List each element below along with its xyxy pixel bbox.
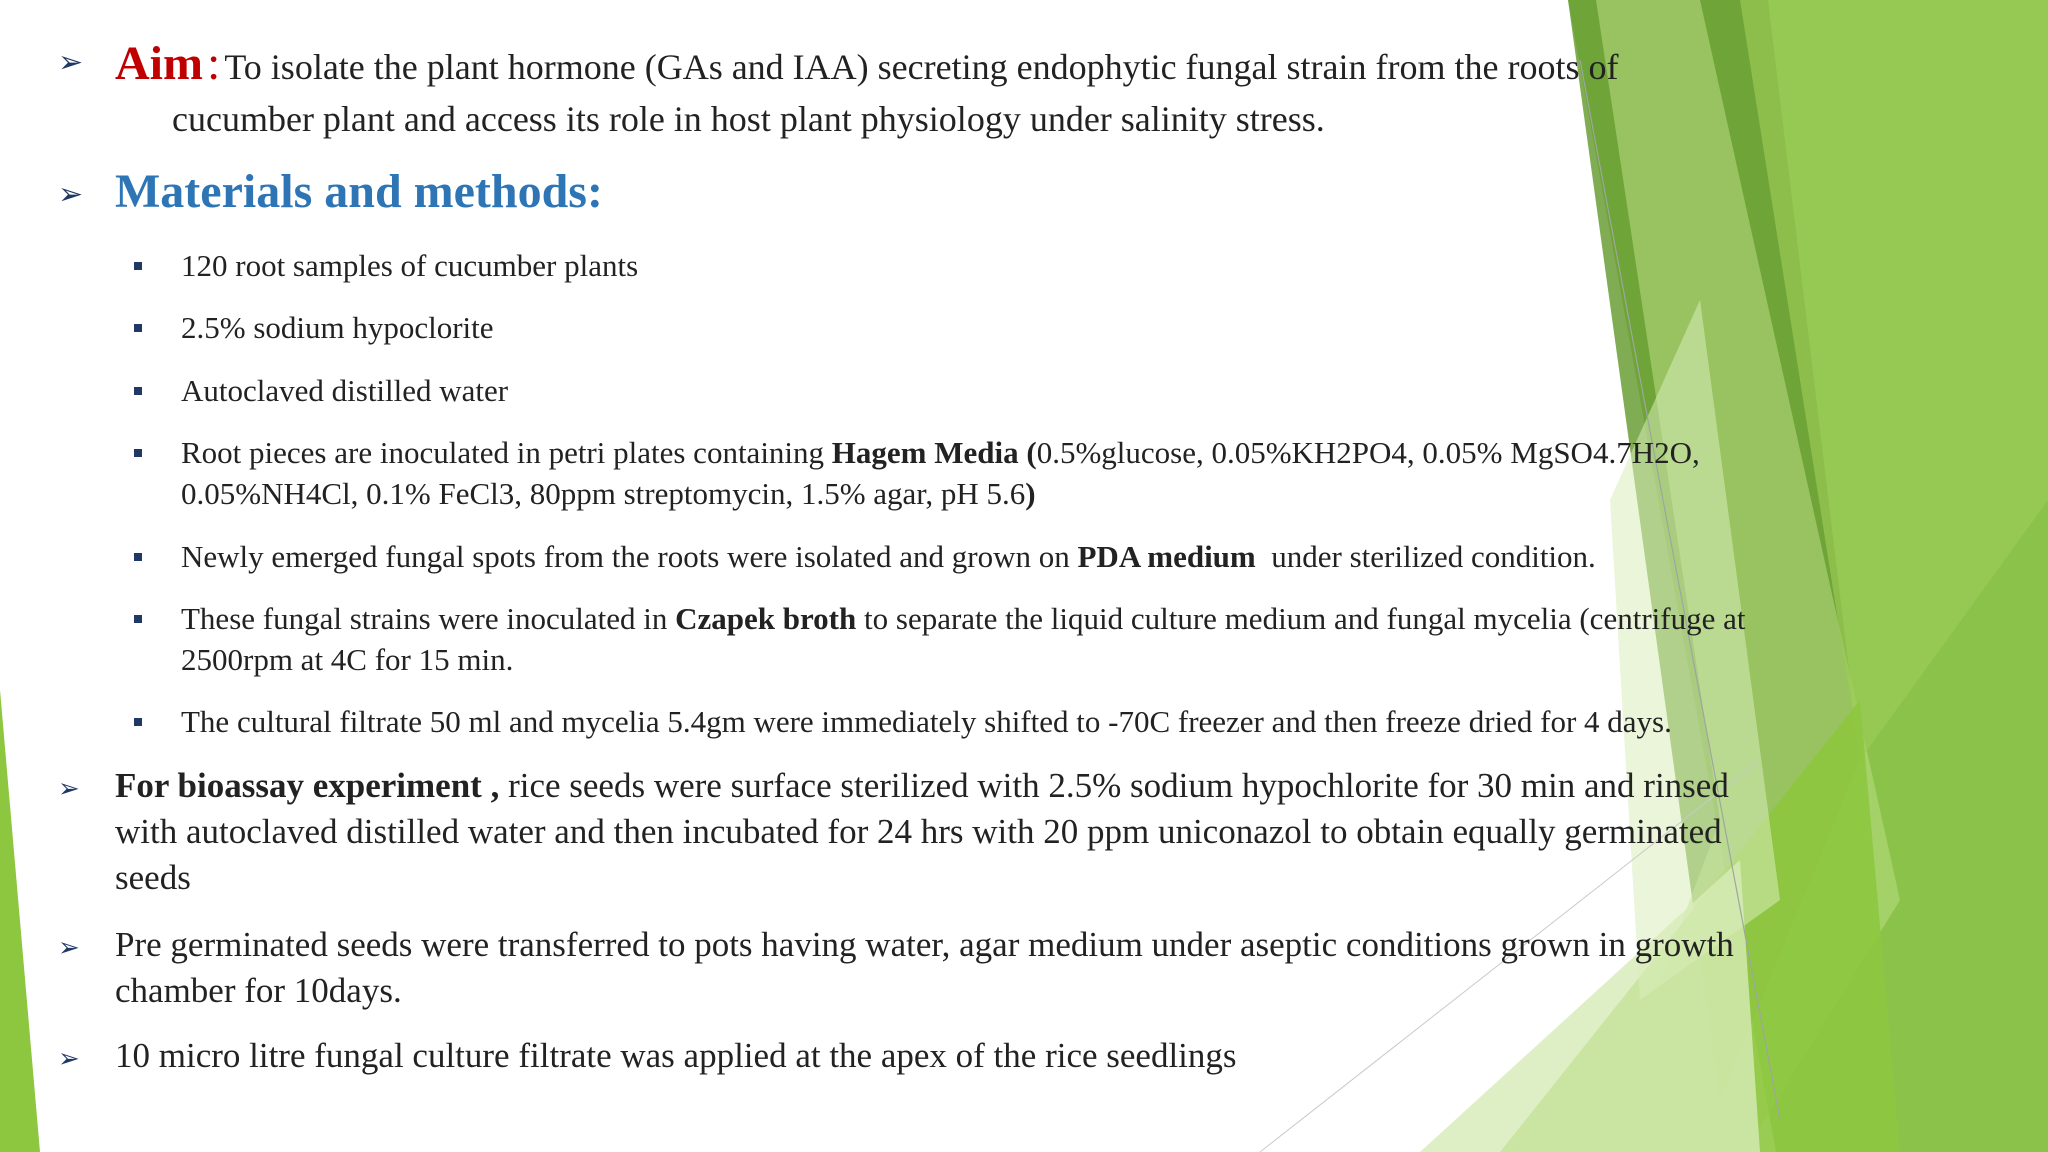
square-bullet-icon (134, 387, 142, 395)
item6-pre: These fungal strains were inoculated in (181, 601, 676, 636)
pregerm-paragraph (115, 922, 1734, 1014)
materials-item-2: 2.5% sodium hypoclorite (181, 310, 494, 345)
pregerm-line1: Pre germinated seeds were transferred to pots having water, agar medium under aseptic conditions grown in growth (115, 925, 1734, 964)
square-bullet-icon (134, 262, 142, 270)
item4-pre: Root pieces are inoculated in petri plates containing (181, 435, 832, 470)
aim-text-line2: cucumber plant and access its role in host plant physiology under salinity stress. (172, 99, 1325, 139)
item4-line2: 0.05%NH4Cl, 0.1% FeCl3, 80ppm streptomycin, 1.5% agar, pH 5.6 (181, 476, 1026, 511)
aim-line-1 (115, 36, 1618, 91)
aim-text-line1: To isolate the plant hormone (GAs and IAA) secreting endophytic fungal strain from the roots of (224, 47, 1619, 87)
aim-colon: : (206, 37, 221, 90)
item6-bold: Czapek broth (675, 601, 857, 636)
materials-item-4 (181, 432, 1700, 514)
materials-heading: Materials and methods: (115, 165, 603, 218)
arrowhead-bullet-icon: ➢ (58, 177, 84, 212)
square-bullet-icon (134, 718, 142, 726)
materials-item-7: The cultural filtrate 50 ml and mycelia 5.4gm were immediately shifted to -70C freezer and then freeze dried for 4 days. (181, 704, 1672, 739)
pregerm-line2: chamber for 10days. (115, 971, 402, 1010)
square-bullet-icon (134, 615, 142, 623)
item6-line2: 2500rpm at 4C for 15 min. (181, 642, 514, 677)
item5-bold: PDA medium (1077, 539, 1256, 574)
item6-post: to separate the liquid culture medium and fungal mycelia (centrifuge at (856, 601, 1746, 636)
item4-bold: Hagem Media ( (831, 435, 1037, 470)
bioassay-paragraph (115, 763, 1729, 901)
materials-item-3: Autoclaved distilled water (181, 373, 509, 408)
square-bullet-icon (134, 449, 142, 457)
aim-label: Aim (115, 37, 203, 90)
square-bullet-icon (134, 553, 142, 561)
materials-item-6 (181, 598, 1745, 680)
materials-item-5 (181, 536, 1596, 577)
bioassay-line1: rice seeds were surface sterilized with 2.5% sodium hypochlorite for 30 min and rinsed (499, 766, 1729, 805)
arrowhead-bullet-icon: ➢ (58, 1044, 80, 1074)
bioassay-bold: For bioassay experiment , (115, 766, 500, 805)
bioassay-line3: seeds (115, 858, 191, 897)
square-bullet-icon (134, 324, 142, 332)
item5-post: under sterilized condition. (1255, 539, 1596, 574)
filtrate-line: 10 micro litre fungal culture filtrate was applied at the apex of the rice seedlings (115, 1036, 1237, 1075)
item4-bold-end: ) (1025, 476, 1036, 511)
item4-post: 0.5%glucose, 0.05%KH2PO4, 0.05% MgSO4.7H2O, (1036, 435, 1700, 470)
item5-pre: Newly emerged fungal spots from the roots were isolated and grown on (181, 539, 1078, 574)
arrowhead-bullet-icon: ➢ (58, 774, 80, 804)
arrowhead-bullet-icon: ➢ (58, 933, 80, 963)
bioassay-line2: with autoclaved distilled water and then incubated for 24 hrs with 20 ppm uniconazol to obtain equally germinated (115, 812, 1722, 851)
materials-item-1: 120 root samples of cucumber plants (181, 248, 639, 283)
arrowhead-bullet-icon: ➢ (58, 45, 84, 80)
